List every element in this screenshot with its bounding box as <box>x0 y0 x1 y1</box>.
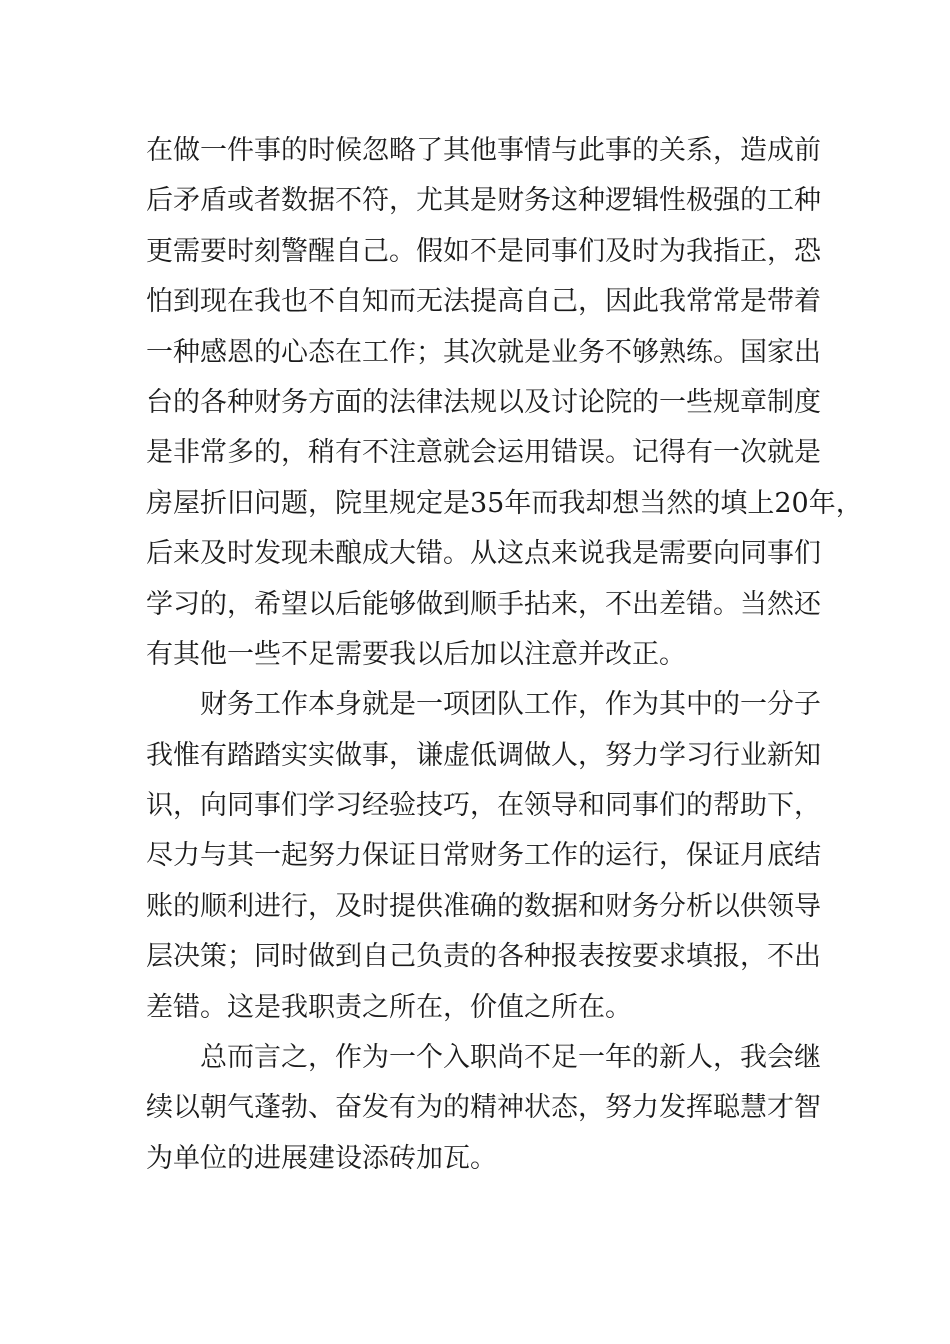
text-line: 层决策；同时做到自己负责的各种报表按要求填报，不出 <box>146 941 821 973</box>
text-line: 怕到现在我也不自知而无法提高自己，因此我常常是带着 <box>146 286 821 318</box>
text-line: 一种感恩的心态在工作；其次就是业务不够熟练。国家出 <box>146 336 821 368</box>
paragraph-first-line: 财务工作本身就是一项团队工作，作为其中的一分子 <box>200 689 821 721</box>
text-line: 学习的，希望以后能够做到顺手拈来，不出差错。当然还 <box>146 588 821 620</box>
text-line: 后来及时发现未酿成大错。从这点来说我是需要向同事们 <box>146 538 821 570</box>
text-line: 差错。这是我职责之所在，价值之所在。 <box>146 991 632 1023</box>
text-line: 是非常多的，稍有不注意就会运用错误。记得有一次就是 <box>146 437 821 469</box>
text-line: 续以朝气蓬勃、奋发有为的精神状态，努力发挥聪慧才智 <box>146 1092 821 1124</box>
text-line: 后矛盾或者数据不符，尤其是财务这种逻辑性极强的工种 <box>146 185 821 217</box>
text-line: 账的顺利进行，及时提供准确的数据和财务分析以供领导 <box>146 890 821 922</box>
text-line: 为单位的进展建设添砖加瓦。 <box>146 1142 497 1174</box>
text-line: 识，向同事们学习经验技巧，在领导和同事们的帮助下， <box>146 790 821 822</box>
body-text <box>146 126 863 1184</box>
text-line: 在做一件事的时候忽略了其他事情与此事的关系，造成前 <box>146 135 821 166</box>
text-line: 更需要时刻警醒自己。假如不是同事们及时为我指正，恐 <box>146 235 821 267</box>
text-line: 台的各种财务方面的法律法规以及讨论院的一些规章制度 <box>146 386 821 418</box>
text-line: 尽力与其一起努力保证日常财务工作的运行，保证月底结 <box>146 840 821 872</box>
text-line: 有其他一些不足需要我以后加以注意并改正。 <box>146 638 686 670</box>
text-line: 房屋折旧问题，院里规定是35年而我却想当然的填上20年， <box>146 487 863 519</box>
paragraph-first-line: 总而言之，作为一个入职尚不足一年的新人，我会继 <box>200 1042 821 1074</box>
text-line: 我惟有踏踏实实做事，谦虚低调做人，努力学习行业新知 <box>146 739 821 771</box>
